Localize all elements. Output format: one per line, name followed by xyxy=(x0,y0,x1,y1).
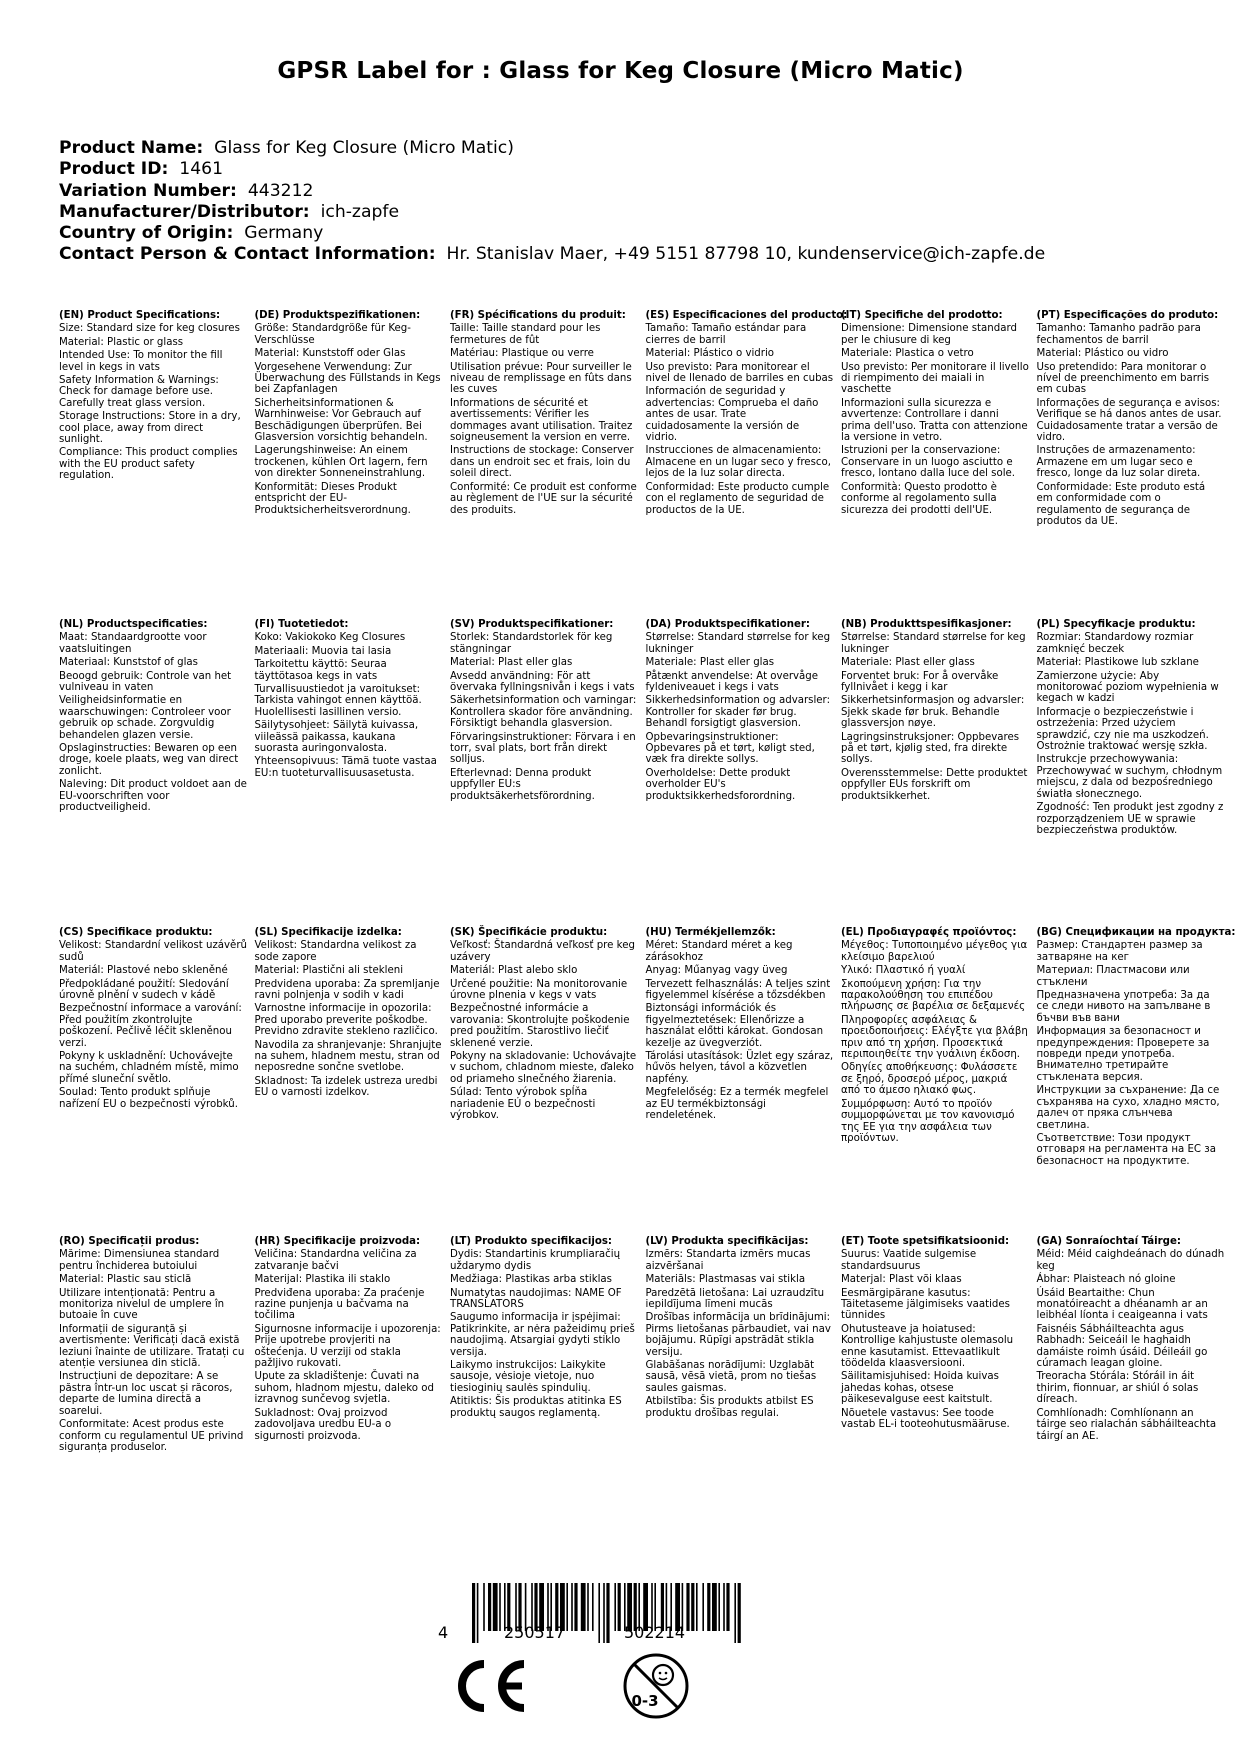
spec-item: Instrucțiuni de depozitare: A se păstra într-un loc uscat și răcoros, departe de lumina directă a soarelui. xyxy=(59,1371,233,1417)
spec-item: Conformidad: Este producto cumple con el reglamento de seguridad de productos de la UE. xyxy=(645,481,830,516)
spec-item: Veľkosť: Štandardná veľkosť pre keg uzávery xyxy=(450,940,635,963)
barcode-bar xyxy=(614,1583,616,1631)
spec-item: Numatytas naudojimas: NAME OF TRANSLATORS xyxy=(450,1287,622,1311)
spec-item: Dydis: Standartinis krumpliaračių uždarymo dydis xyxy=(450,1249,621,1272)
spec-item: Drošības informācija un brīdinājumi: Pirms lietošanas pārbaudiet, vai nav bojājumu. Rūpīgi apstrādāt stikla versiju. xyxy=(645,1312,831,1358)
spec-block-fr xyxy=(450,310,638,516)
barcode-bar xyxy=(592,1583,594,1631)
spec-item: Πληροφορίες ασφάλειας & προειδοποιήσεις: Ελέγξτε για βλάβη πριν από τη χρήση. Προσεκτικά περιποιηθείτε την γυάλινη έκδοση. xyxy=(841,1014,1028,1061)
spec-item: Materiál: Plast alebo sklo xyxy=(450,965,578,977)
spec-item: Материал: Пластмасови или стъклени xyxy=(1036,965,1190,988)
spec-item: Rozmiar: Standardowy rozmiar zamknięć beczek xyxy=(1036,632,1194,655)
spec-item: Materiál: Plastové nebo skleněné xyxy=(59,965,228,977)
spec-item: Předpokládané použití: Sledování úrovně plnění v sudech v kádě xyxy=(59,978,229,1002)
spec-item: Skladnost: Ta izdelek ustreza uredbi EU o varnosti izdelkov. xyxy=(254,1075,438,1099)
spec-item: Materjal: Plast või klaas xyxy=(841,1274,962,1286)
spec-heading: (DA) Produktspecifikationer: xyxy=(645,619,810,630)
spec-heading: (FI) Tuotetiedot: xyxy=(254,619,349,630)
spec-block-da xyxy=(646,619,834,802)
spec-heading: (EL) Προδιαγραφές προϊόντος: xyxy=(841,927,1017,938)
spec-heading: (CS) Specifikace produktu: xyxy=(59,927,213,938)
spec-item: Predviđena uporaba: Za praćenje razine punjenja u bačvama na točilima xyxy=(254,1287,425,1322)
spec-heading: (BG) Спецификации на продукта: xyxy=(1036,927,1236,938)
spec-item: Izmērs: Standarta izmērs mucas aizvēršanai xyxy=(645,1249,811,1272)
spec-item: Naleving: Dit product voldoet aan de EU-voorschriften voor productveiligheid. xyxy=(59,779,247,814)
spec-item: Compliance: This product complies with the EU product safety regulation. xyxy=(59,447,238,482)
spec-item: Conformité: Ce produit est conforme au règlement de l'UE sur la sécurité des produits. xyxy=(450,481,637,516)
product-info xyxy=(59,138,1045,266)
spec-item: Paredzētā lietošana: Lai uzraudzītu iepildījuma līmeni mucās xyxy=(645,1287,825,1311)
spec-item: Lagringsinstruksjoner: Oppbevares på et tørt, kjølig sted, fra direkte sollys. xyxy=(841,731,1020,766)
spec-item: Instructions de stockage: Conserver dans un endroit sec et frais, loin du soleil direct. xyxy=(450,445,634,480)
spec-item: Informacje o bezpieczeństwie i ostrzeżenia: Przed użyciem sprawdzić, czy nie ma uszkodzeń. Ostrożnie traktować wersję szkła. xyxy=(1036,706,1209,753)
spec-item: Úsáid Beartaithe: Chun monatóireacht a dhéanamh ar an leibhéal líonta i ceaigeanna i vats xyxy=(1036,1287,1208,1322)
spec-block-hu xyxy=(646,927,834,1122)
spec-item: Materiaal: Kunststof of glas xyxy=(59,657,198,669)
spec-item: Säilytysohjeet: Säilytä kuivassa, viileässä paikassa, kaukana suorasta auringonvalosta. xyxy=(254,720,419,755)
spec-item: Instruções de armazenamento: Armazene em um lugar seco e fresco, longe da luz solar direta. xyxy=(1036,445,1201,480)
spec-item: Förvaringsinstruktioner: Förvara i en torr, sval plats, bort från direkt solljus. xyxy=(450,731,636,766)
barcode-bar xyxy=(691,1583,694,1631)
spec-block-sk xyxy=(450,927,638,1122)
barcode-bar xyxy=(738,1583,741,1643)
spec-block-ro xyxy=(59,1236,247,1453)
spec-item: Размер: Стандартен размер за затваряне на кег xyxy=(1036,940,1203,963)
barcode-bar xyxy=(477,1583,479,1643)
spec-item: Utilisation prévue: Pour surveiller le niveau de remplissage en fûts dans les cuves xyxy=(450,361,632,396)
spec-item: Säkerhetsinformation och varningar: Kontrollera skador före användning. Försiktigt behandla glasversion. xyxy=(450,695,637,730)
spec-item: Faisnéis Sábháilteachta agus Rabhadh: Seiceáil le haghaidh damáiste roimh úsáid. Déileáil go cúramach leagan gloine. xyxy=(1036,1323,1208,1370)
contact-row xyxy=(59,244,1045,265)
spec-item: Material: Kunststoff oder Glas xyxy=(254,348,406,360)
spec-item: Tervezett felhasználás: A teljes szint figyelemmel kísérése a tőzsdékben xyxy=(645,978,831,1002)
spec-item: Koko: Vakiokoko Keg Closures xyxy=(254,632,406,644)
spec-block-fi xyxy=(255,619,443,779)
spec-block-sl xyxy=(255,927,443,1099)
variation-value: 443212 xyxy=(247,180,314,201)
spec-item: Utilizare intenționată: Pentru a monitoriza nivelul de umplere în butoaie în cuve xyxy=(59,1287,225,1322)
product-name-value: Glass for Keg Closure (Micro Matic) xyxy=(214,138,514,158)
spec-heading: (SV) Produktspecifikationer: xyxy=(450,619,614,630)
spec-item: Lagerungshinweise: An einem trockenen, kühlen Ort lagern, fern von direkter Sonneneinstrahlung. xyxy=(254,445,428,480)
spec-item: Størrelse: Standard størrelse for keg lukninger xyxy=(645,632,831,655)
spec-item: Informações de segurança e avisos: Verifique se há danos antes de usar. Cuidadosamente tratar a versão de vidro. xyxy=(1036,397,1222,444)
spec-item: Medžiaga: Plastikas arba stiklas xyxy=(450,1274,612,1286)
spec-item: Zgodność: Ten produkt jest zgodny z rozporządzeniem UE w sprawie bezpieczeństwa produktów. xyxy=(1036,802,1224,836)
spec-block-et xyxy=(841,1236,1029,1431)
spec-item: Informazioni sulla sicurezza e avvertenze: Controllare i danni prima dell'uso. Tratta con attenzione la versione in vetro. xyxy=(841,397,1028,444)
spec-item: Συμμόρφωση: Αυτό το προϊόν συμμορφώνεται με τον κανονισμό της ΕΕ για την ασφάλεια των προϊόντων. xyxy=(841,1098,1015,1144)
spec-item: Méid: Méid caighdeánach do dúnadh keg xyxy=(1036,1249,1225,1272)
spec-heading: (PL) Specyfikacje produktu: xyxy=(1036,619,1196,630)
spec-item: Uso pretendido: Para monitorar o nível de preenchimento em barris em cubas xyxy=(1036,361,1210,396)
spec-block-en xyxy=(59,310,247,482)
spec-item: Uso previsto: Para monitorear el nivel de llenado de barriles en cubas xyxy=(645,361,834,385)
spec-block-nb xyxy=(841,619,1029,802)
barcode-bar xyxy=(726,1583,729,1631)
spec-item: Efterlevnad: Denna produkt uppfyller EU:s produktsäkerhetsförordning. xyxy=(450,767,595,802)
barcode-bar xyxy=(499,1583,501,1631)
spec-item: Intended Use: To monitor the fill level in kegs in vats xyxy=(59,350,223,373)
spec-item: Atbilstība: Šis produkts atbilst ES produktu drošības regulai. xyxy=(645,1396,814,1419)
spec-item: Opbevaringsinstruktioner: Opbevares på et tørt, køligt sted, væk fra direkte sollys. xyxy=(645,731,815,766)
spec-heading: (HU) Termékjellemzők: xyxy=(645,927,776,938)
spec-item: Storlek: Standardstorlek för keg stängningar xyxy=(450,632,613,655)
spec-item: Информация за безопасност и предупреждения: Проверете за повреди преди употреба. Внимателно третирайте стъклената версия. xyxy=(1036,1026,1210,1083)
spec-item: Conformidade: Este produto está em conformidade com o regulamento de segurança de produtos da UE. xyxy=(1036,481,1206,527)
spec-block-lt xyxy=(450,1236,638,1419)
barcode-bar xyxy=(606,1583,609,1643)
spec-item: Predvidena uporaba: Za spremljanje ravni polnjenja v sodih v kadi xyxy=(254,978,440,1002)
spec-item: Safety Information & Warnings: Check for damage before use. Carefully treat glass version. xyxy=(59,375,219,409)
barcode-lead-digit: 4 xyxy=(438,1623,449,1642)
barcode-bar xyxy=(566,1583,568,1631)
product-id-value: 1461 xyxy=(179,159,224,180)
spec-heading: (PT) Especificações do produto: xyxy=(1036,310,1219,321)
spec-item: Ábhar: Plaisteach nó gloine xyxy=(1036,1274,1176,1286)
spec-block-sv xyxy=(450,619,638,802)
spec-heading: (EN) Product Specifications: xyxy=(59,310,221,321)
variation-row xyxy=(59,181,1045,202)
barcode-bar xyxy=(472,1583,475,1643)
barcode-bar xyxy=(707,1583,710,1631)
spec-item: Sicherheitsinformationen & Warnhinweise: Vor Gebrauch auf Beschädigungen überprüfen. Bei Glasversion vorsichtig behandeln. xyxy=(254,397,428,444)
spec-heading: (ES) Especificaciones del producto: xyxy=(645,310,848,321)
spec-item: Material: Plástico o vidrio xyxy=(645,348,775,360)
spec-item: Μέγεθος: Τυποποιημένο μέγεθος για κλείσιμο βαρελιού xyxy=(841,940,1028,963)
spec-item: Materiale: Plast eller glass xyxy=(841,657,975,669)
spec-item: Påtænkt anvendelse: At overvåge fyldeniveauet i kegs i vats xyxy=(645,670,819,694)
ce-mark-icon xyxy=(450,1658,530,1714)
barcode-bar xyxy=(574,1583,577,1631)
spec-block-el xyxy=(841,927,1029,1144)
spec-item: Dimensione: Dimensione standard per le chiusure di keg xyxy=(841,323,1017,346)
spec-item: Sigurnosne informacije i upozorenja: Prije upotrebe provjeriti na oštećenja. U verziji od stakla pažljivo rukovati. xyxy=(254,1323,441,1370)
spec-item: Size: Standard size for keg closures xyxy=(59,323,240,335)
spec-item: Forventet bruk: For å overvåke fyllnivået i kegg i kar xyxy=(841,670,999,694)
barcode-bar xyxy=(488,1583,491,1631)
spec-item: Súlad: Tento výrobok spĺňa nariadenie EÚ o bezpečnosti výrobkov. xyxy=(450,1087,596,1122)
spec-item: Vorgesehene Verwendung: Zur Überwachung des Füllstands in Kegs bei Zapfanlagen xyxy=(254,361,441,396)
spec-item: Megfelelőség: Ez a termék megfelel az EU termékbiztonsági rendeletének. xyxy=(645,1087,829,1122)
barcode-left-digits: 250517 xyxy=(504,1623,566,1642)
manufacturer-label: Manufacturer/Distributor: xyxy=(59,201,310,222)
spec-heading: (NL) Productspecificaties: xyxy=(59,619,208,630)
spec-item: Určené použitie: Na monitorovanie úrovne plnenia v kegs v vats xyxy=(450,978,628,1002)
spec-item: Veiligheidsinformatie en waarschuwingen: Controleer voor gebruik op schade. Zorgvuldig behandelen glazen versie. xyxy=(59,695,231,741)
spec-item: Conformitate: Acest produs este conform cu regulamentul UE privind siguranța produselor. xyxy=(59,1419,244,1453)
spec-heading: (HR) Specifikacije proizvoda: xyxy=(254,1236,421,1247)
spec-item: Informații de siguranță și avertismente: Verificați dacă există leziuni înainte de utilizare. Tratați cu atenție versiunea din sticlă. xyxy=(59,1323,245,1370)
spec-block-pt xyxy=(1037,310,1225,527)
spec-block-cs xyxy=(59,927,247,1110)
barcode-bar xyxy=(493,1583,498,1631)
spec-item: Material: Plastični ali stekleni xyxy=(254,965,404,977)
spec-item: Material: Plastic or glass xyxy=(59,336,184,348)
spec-item: Matériau: Plastique ou verre xyxy=(450,348,594,360)
spec-item: Sikkerhedsinformation og advarsler: Kontroller for skader før brug. Behandl forsigtigt glasversion. xyxy=(645,695,830,730)
product-name-row xyxy=(59,138,1045,159)
spec-item: Material: Plastic sau sticlă xyxy=(59,1274,192,1286)
spec-heading: (SL) Specifikacije izdelka: xyxy=(254,927,402,938)
spec-item: Οδηγίες αποθήκευσης: Φυλάσσετε σε ξηρό, δροσερό μέρος, μακριά από το άμεσο ηλιακό φως. xyxy=(841,1062,1018,1097)
barcode-bar xyxy=(686,1583,689,1631)
spec-item: Turvallisuustiedot ja varoitukset: Tarkista vahingot ennen käyttöä. Huolellisesti lasillinen versio. xyxy=(254,684,422,718)
contact-value: Hr. Stanislav Maer, +49 5151 87798 10, kundenservice@ich-zapfe.de xyxy=(446,244,1046,265)
spec-heading: (LT) Produkto specifikacijos: xyxy=(450,1236,612,1247)
spec-item: Materiāls: Plastmasas vai stikla xyxy=(645,1274,806,1286)
spec-item: Storage Instructions: Store in a dry, cool place, away from direct sunlight. xyxy=(59,411,241,446)
spec-item: Størrelse: Standard størrelse for keg lukninger xyxy=(841,632,1026,655)
spec-item: Konformität: Dieses Produkt entspricht der EU-Produktsicherheitsverordnung. xyxy=(254,481,411,516)
spec-item: Съответствие: Този продукт отговаря на регламента на ЕС за безопасност на продуктите. xyxy=(1036,1132,1216,1167)
origin-row xyxy=(59,223,1045,244)
spec-item: Comhlíonadh: Comhlíonann an táirge seo rialachán sábháilteachta táirgí an AE. xyxy=(1036,1407,1217,1442)
barcode-bar xyxy=(734,1583,736,1643)
spec-heading: (DE) Produktspezifikationen: xyxy=(254,310,421,321)
spec-item: Sukladnost: Ovaj proizvod zadovoljava uredbu EU-a o sigurnosti proizvoda. xyxy=(254,1407,392,1442)
barcode-bar xyxy=(598,1583,600,1643)
spec-item: Conformità: Questo prodotto è conforme al regolamento sulla sicurezza dei prodotti dell'UE. xyxy=(841,481,997,516)
manufacturer-value: ich-zapfe xyxy=(320,201,400,222)
spec-heading: (IT) Specifiche del prodotto: xyxy=(841,310,1003,321)
spec-item: Overensstemmelse: Dette produktet oppfyller EUs forskrift om produktsikkerhet. xyxy=(841,767,1028,802)
spec-block-it xyxy=(841,310,1029,516)
barcode-bar xyxy=(696,1583,698,1631)
spec-item: Overholdelse: Dette produkt overholder EU's produktsikkerhedsforordning. xyxy=(645,767,796,802)
barcode-bar xyxy=(702,1583,704,1631)
spec-item: Инструкции за съхранение: Да се съхранява на сухо, хладно място, далеч от пряка слънчева светлина. xyxy=(1036,1085,1220,1131)
spec-item: Предназначена употреба: За да се следи нивото на запълване в бъчви във вани xyxy=(1036,990,1211,1024)
spec-heading: (ET) Toote spetsifikatsioonid: xyxy=(841,1236,1010,1247)
spec-item: Biztonsági információk és figyelmeztetések: Ellenőrizze a használat előtti károkat. Gondosan kezelje az üvegverziót. xyxy=(645,1003,824,1049)
spec-block-de xyxy=(255,310,443,516)
spec-item: Materiaali: Muovia tai lasia xyxy=(254,645,392,657)
spec-heading: (FR) Spécifications du produit: xyxy=(450,310,626,321)
spec-item: Saugumo informacija ir įspėjimai: Patikrinkite, ar nėra pažeidimų prieš naudojimą. Atsargiai gydyti stiklo versija. xyxy=(450,1312,635,1358)
barcode-bar xyxy=(723,1583,725,1631)
origin-value: Germany xyxy=(244,223,324,244)
spec-item: Laikymo instrukcijos: Laikykite sausoje, vėsioje vietoje, nuo tiesioginių saulės spindulių. xyxy=(450,1360,606,1394)
spec-item: Uso previsto: Per monitorare il livello di riempimento dei maiali in vaschette xyxy=(841,361,1029,396)
spec-block-es xyxy=(645,310,848,516)
barcode-bar xyxy=(603,1583,605,1643)
barcode-bar xyxy=(587,1583,589,1631)
spec-item: Avsedd användning: För att övervaka fyllningsnivån i kegs i vats xyxy=(450,670,635,694)
spec-item: Mărime: Dimensiunea standard pentru închiderea butoiului xyxy=(59,1249,220,1272)
spec-heading: (RO) Specificații produs: xyxy=(59,1236,200,1247)
spec-item: Atitiktis: Šis produktas atitinka ES produktų saugos reglamentą. xyxy=(450,1396,622,1419)
spec-heading: (SK) Špecifikácie produktu: xyxy=(450,927,608,938)
barcode-bar xyxy=(712,1583,717,1631)
spec-item: Eesmärgipärane kasutus: Täitetaseme jälgimiseks vaatides tünnides xyxy=(841,1287,1010,1322)
spec-item: Σκοπούμενη χρήση: Για την παρακολούθηση του επιπέδου πλήρωσης σε βαρέλια σε δεξαμενές xyxy=(841,978,1026,1013)
footer xyxy=(0,1583,1241,1754)
spec-item: Soulad: Tento produkt splňuje nařízení EU o bezpečnosti výrobků. xyxy=(59,1087,238,1110)
barcode-bar xyxy=(618,1583,621,1631)
spec-block-hr xyxy=(255,1236,443,1442)
spec-item: Treoracha Stórála: Stóráil in áit thirim, fionnuar, ar shiúl ó solas díreach. xyxy=(1036,1371,1199,1406)
spec-item: Zamierzone użycie: Aby monitorować poziom wypełnienia w kegach w kadzi xyxy=(1036,670,1219,705)
spec-heading: (GA) Sonraíochtaí Táirge: xyxy=(1036,1236,1181,1247)
product-id-label: Product ID: xyxy=(59,159,169,180)
spec-item: Material: Plástico ou vidro xyxy=(1036,348,1169,360)
spec-item: Materiale: Plastica o vetro xyxy=(841,348,974,360)
spec-item: Materiał: Plastikowe lub szklane xyxy=(1036,657,1199,669)
spec-item: Anyag: Műanyag vagy üveg xyxy=(645,965,788,977)
product-id-row xyxy=(59,159,1045,180)
spec-item: Materijal: Plastika ili staklo xyxy=(254,1274,391,1286)
not-for-children-0-3-icon xyxy=(621,1651,691,1721)
age-label: 0-3 xyxy=(631,1692,659,1710)
spec-item: Instrukcje przechowywania: Przechowywać w suchym, chłodnym miejscu, z dala od bezpośredniego światła słonecznego. xyxy=(1036,754,1223,800)
spec-block-lv xyxy=(646,1236,834,1419)
barcode-bar xyxy=(581,1583,586,1631)
spec-item: Tarkoitettu käyttö: Seuraa täyttötasoa kegs in vats xyxy=(254,659,387,682)
spec-item: Informations de sécurité et avertissements: Vérifier les dommages avant utilisation. Traitez soigneusement la version en verre. xyxy=(450,397,633,444)
spec-item: Istruzioni per la conservazione: Conservare in un luogo asciutto e fresco, lontano dalla luce del sole. xyxy=(841,445,1016,480)
spec-item: Tárolási utasítások: Üzlet egy száraz, hűvös helyen, távol a közvetlen napfény. xyxy=(645,1051,834,1085)
spec-item: Suurus: Vaatide sulgemise standardsuurus xyxy=(841,1249,977,1272)
spec-item: Navodila za shranjevanje: Shranjujte na suhem, hladnem mestu, stran od neposredne sončne svetlobe. xyxy=(254,1039,442,1074)
spec-item: Velikost: Standardní velikost uzávěrů sudů xyxy=(59,940,247,963)
spec-item: Instrucciones de almacenamiento: Almacene en un lugar seco y fresco, lejos de la luz solar directa. xyxy=(645,445,831,480)
spec-item: Material: Plast eller glas xyxy=(450,657,573,669)
spec-block-pl xyxy=(1037,619,1225,836)
spec-block-ga xyxy=(1037,1236,1225,1442)
page-title: GPSR Label for : Glass for Keg Closure (Micro Matic) xyxy=(277,58,964,84)
spec-heading: (NB) Produkttspesifikasjoner: xyxy=(841,619,1012,630)
spec-item: Beoogd gebruik: Controle van het vulniveau in vaten xyxy=(59,670,232,694)
spec-block-bg xyxy=(1036,927,1236,1167)
spec-item: Opslaginstructies: Bewaren op een droge, koele plaats, weg van direct zonlicht. xyxy=(59,743,239,777)
spec-item: Pokyny na skladovanie: Uchovávajte v suchom, chladnom mieste, ďaleko od priameho slnečného žiarenia. xyxy=(450,1051,637,1085)
spec-item: Maat: Standaardgrootte voor vaatsluitingen xyxy=(59,632,207,655)
contact-label: Contact Person & Contact Information: xyxy=(59,244,436,265)
spec-heading: (LV) Produkta specifikācijas: xyxy=(645,1236,809,1247)
spec-item: Bezpečnostné informácie a varovania: Skontrolujte poškodenie pred použitím. Starostlivo liečiť sklenené verzie. xyxy=(450,1003,630,1049)
barcode-right-digits: 502214 xyxy=(624,1623,686,1642)
variation-label: Variation Number: xyxy=(59,180,237,201)
spec-item: Tamanho: Tamanho padrão para fechamentos de barril xyxy=(1036,323,1201,346)
barcode-bar xyxy=(718,1583,720,1631)
spec-item: Ohutusteave ja hoiatused: Kontrollige kahjustuste olemasolu enne kasutamist. Ettevaatlikult töödelda klaasversiooni. xyxy=(841,1323,1014,1370)
spec-item: Sikkerhetsinformasjon og advarsler: Sjekk skade før bruk. Behandle glassversjon nøye. xyxy=(841,695,1025,730)
spec-item: Nõuetele vastavus: See toode vastab EL-i tooteohutusmääruse. xyxy=(841,1407,1010,1431)
spec-item: Información de seguridad y advertencias: Comprueba el daño antes de usar. Trate cuidadosamente la versión de vidrio. xyxy=(645,386,819,444)
spec-item: Veličina: Standardna veličina za zatvaranje bačvi xyxy=(254,1249,417,1272)
origin-label: Country of Origin: xyxy=(59,223,234,244)
spec-item: Größe: Standardgröße für Keg-Verschlüsse xyxy=(254,323,411,346)
spec-item: Tamaño: Tamaño estándar para cierres de barril xyxy=(645,323,807,346)
spec-block-nl xyxy=(59,619,247,814)
spec-item: Upute za skladištenje: Čuvati na suhom, hladnom mjestu, daleko od izravnog sunčevog svjetla. xyxy=(254,1371,434,1406)
spec-item: Säilitamisjuhised: Hoida kuivas jahedas kohas, otsese päikesevalguse eest kaitstult. xyxy=(841,1371,999,1406)
spec-item: Pokyny k uskladnění: Uchovávejte na suchém, chladném místě, mimo přímé sluneční světlo. xyxy=(59,1051,239,1085)
spec-item: Taille: Taille standard pour les fermetures de fût xyxy=(450,323,601,346)
spec-item: Glabāšanas norādījumi: Uzglabāt sausā, vēsā vietā, prom no tiešas saules gaismas. xyxy=(645,1360,817,1394)
spec-item: Méret: Standard méret a keg zárásokhoz xyxy=(645,940,793,963)
barcode-bar xyxy=(571,1583,573,1631)
spec-item: Velikost: Standardna velikost za sode zapore xyxy=(254,940,417,963)
spec-item: Varnostne informacije in opozorila: Pred uporabo preverite poškodbe. Previdno zdravite stekleno različico. xyxy=(254,1003,438,1038)
barcode-bar xyxy=(483,1583,485,1631)
spec-item: Yhteensopivuus: Tämä tuote vastaa EU:n tuoteturvallisuusasetusta. xyxy=(254,756,437,779)
spec-item: Υλικό: Πλαστικό ή γυαλί xyxy=(841,965,966,977)
product-name-label: Product Name: xyxy=(59,138,204,158)
spec-item: Materiale: Plast eller glas xyxy=(645,657,775,669)
manufacturer-row xyxy=(59,202,1045,223)
spec-item: Bezpečnostní informace a varování: Před použitím zkontrolujte poškození. Pečlivě léčit skleněnou verzi. xyxy=(59,1003,242,1049)
